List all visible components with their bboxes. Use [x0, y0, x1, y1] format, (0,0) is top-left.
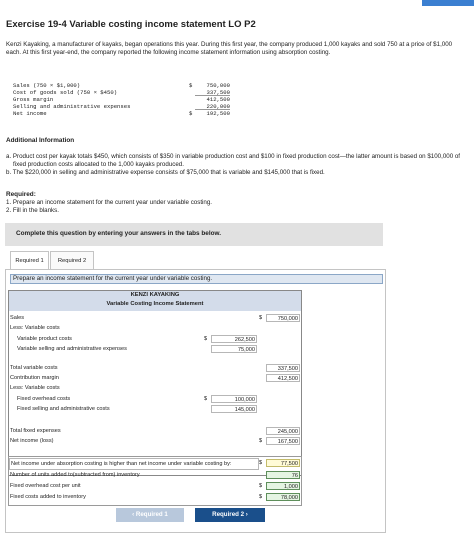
page-title: Exercise 19-4 Variable costing income statement LO P2	[6, 19, 256, 30]
row-label[interactable]: Less: Variable costs	[10, 385, 60, 391]
given-income-statement	[10, 82, 230, 117]
table-row	[9, 373, 301, 383]
company-name: KENZI KAYAKING	[130, 292, 180, 298]
contribution-margin-input[interactable]: 412,500	[266, 374, 300, 382]
row-label: Fixed overhead cost per unit	[10, 483, 81, 489]
statement-name: Variable Costing Income Statement	[106, 301, 204, 307]
given-row: Selling and administrative expenses 220,000	[13, 103, 230, 111]
total-fixed-input[interactable]: 245,000	[266, 427, 300, 435]
fixed-overhead-input[interactable]: 100,000	[211, 395, 257, 403]
fixed-sa-input[interactable]: 145,000	[211, 405, 257, 413]
additional-info	[6, 153, 466, 177]
row-label: Sales	[10, 315, 24, 321]
table-row	[9, 313, 301, 323]
row-label[interactable]: Variable product costs	[17, 336, 72, 342]
row-label[interactable]: Less: Variable costs	[10, 325, 60, 331]
additional-info-b: b. The $220,000 in selling and administrative expense consists of $75,000 that is variable and $145,000 that is fixed.	[6, 169, 325, 176]
given-row: Sales (750 × $1,000) $ 750,000	[13, 82, 230, 89]
row-label[interactable]: Contribution margin	[10, 375, 59, 381]
table-row	[9, 404, 301, 414]
tab-required-1[interactable]: Required 1	[10, 251, 49, 271]
row-label: Fixed costs added to inventory	[10, 494, 86, 500]
table-row	[9, 323, 301, 333]
row-label[interactable]: Variable selling and administrative expenses	[17, 346, 127, 352]
tab-required-2[interactable]: Required 2	[50, 251, 94, 271]
sales-input[interactable]: 750,000	[266, 314, 300, 322]
row-label: Number of units added to(subtracted from) inventory	[10, 472, 140, 478]
statement-header	[9, 291, 301, 311]
fixed-oh-per-unit-input[interactable]: 1,000	[266, 482, 300, 490]
required-item: 2. Fill in the blanks.	[6, 206, 59, 214]
row-label[interactable]: Total fixed expenses	[10, 428, 61, 434]
units-added-input[interactable]: 76	[266, 471, 300, 479]
table-row	[9, 426, 301, 436]
table-row	[9, 344, 301, 354]
dollar-sign: $	[204, 336, 208, 342]
blank-answer-input[interactable]: 77,500	[266, 459, 300, 467]
prev-required-1-button[interactable]: ‹ Required 1	[116, 508, 184, 522]
variable-costing-statement	[8, 290, 302, 476]
dollar-sign: $	[259, 460, 263, 466]
table-row	[9, 458, 301, 469]
instruction-bar: Prepare an income statement for the current year under variable costing.	[10, 274, 383, 284]
variable-product-costs-input[interactable]: 262,500	[211, 335, 257, 343]
dollar-sign: $	[259, 494, 263, 500]
dollar-sign: $	[259, 315, 263, 321]
table-row	[9, 470, 301, 480]
top-accent-bar	[422, 0, 474, 6]
blank-label-select[interactable]: Net income under absorption costing is higher than net income under variable costing by:	[9, 458, 259, 470]
row-label[interactable]: Total variable costs	[10, 365, 58, 371]
row-label[interactable]: Fixed overhead costs	[17, 396, 71, 402]
given-row: Net income $ 192,500	[13, 110, 230, 118]
dollar-sign: $	[204, 396, 208, 402]
table-row	[9, 481, 301, 491]
row-label[interactable]: Net income (loss)	[10, 438, 54, 444]
table-row	[9, 492, 301, 502]
complete-banner	[5, 223, 383, 246]
fixed-costs-inventory-input[interactable]: 78,000	[266, 493, 300, 501]
table-row	[9, 383, 301, 393]
dollar-sign: $	[259, 438, 263, 444]
required-heading: Required:	[6, 191, 36, 198]
required-list	[6, 199, 212, 215]
given-row: Cost of goods sold (750 × $450) 337,500	[13, 89, 230, 97]
given-row: Gross margin 412,500	[13, 96, 230, 104]
total-variable-costs-input[interactable]: 337,500	[266, 364, 300, 372]
table-row	[9, 436, 301, 446]
next-required-2-button[interactable]: Required 2 ›	[195, 508, 265, 522]
dollar-sign: $	[259, 483, 263, 489]
row-label[interactable]: Fixed selling and administrative costs	[17, 406, 110, 412]
table-row	[9, 363, 301, 373]
table-row	[9, 394, 301, 404]
additional-info-heading: Additional Information	[6, 137, 75, 144]
problem-intro: Kenzi Kayaking, a manufacturer of kayaks, began operations this year. During this first year, the company produced 1,000 kayaks and sold 750 at a price of $1,000 each. At this first year-end, the company reported the following income statement information using absorption costing.	[6, 41, 453, 57]
required-item: 1. Prepare an income statement for the current year under variable costing.	[6, 199, 213, 206]
additional-info-a: a. Product cost per kayak totals $450, which consists of $350 in variable production cost and $100 in fixed production cost—the latter amount is based on $100,000 of fixed production costs allocated to the 1,000 kayaks produced.	[6, 153, 461, 168]
fill-in-blanks	[8, 456, 302, 506]
net-income-input[interactable]: 167,500	[266, 437, 300, 445]
variable-sa-input[interactable]: 75,000	[211, 345, 257, 353]
complete-banner-text: Complete this question by entering your answers in the tabs below.	[16, 230, 222, 237]
table-row	[9, 334, 301, 344]
